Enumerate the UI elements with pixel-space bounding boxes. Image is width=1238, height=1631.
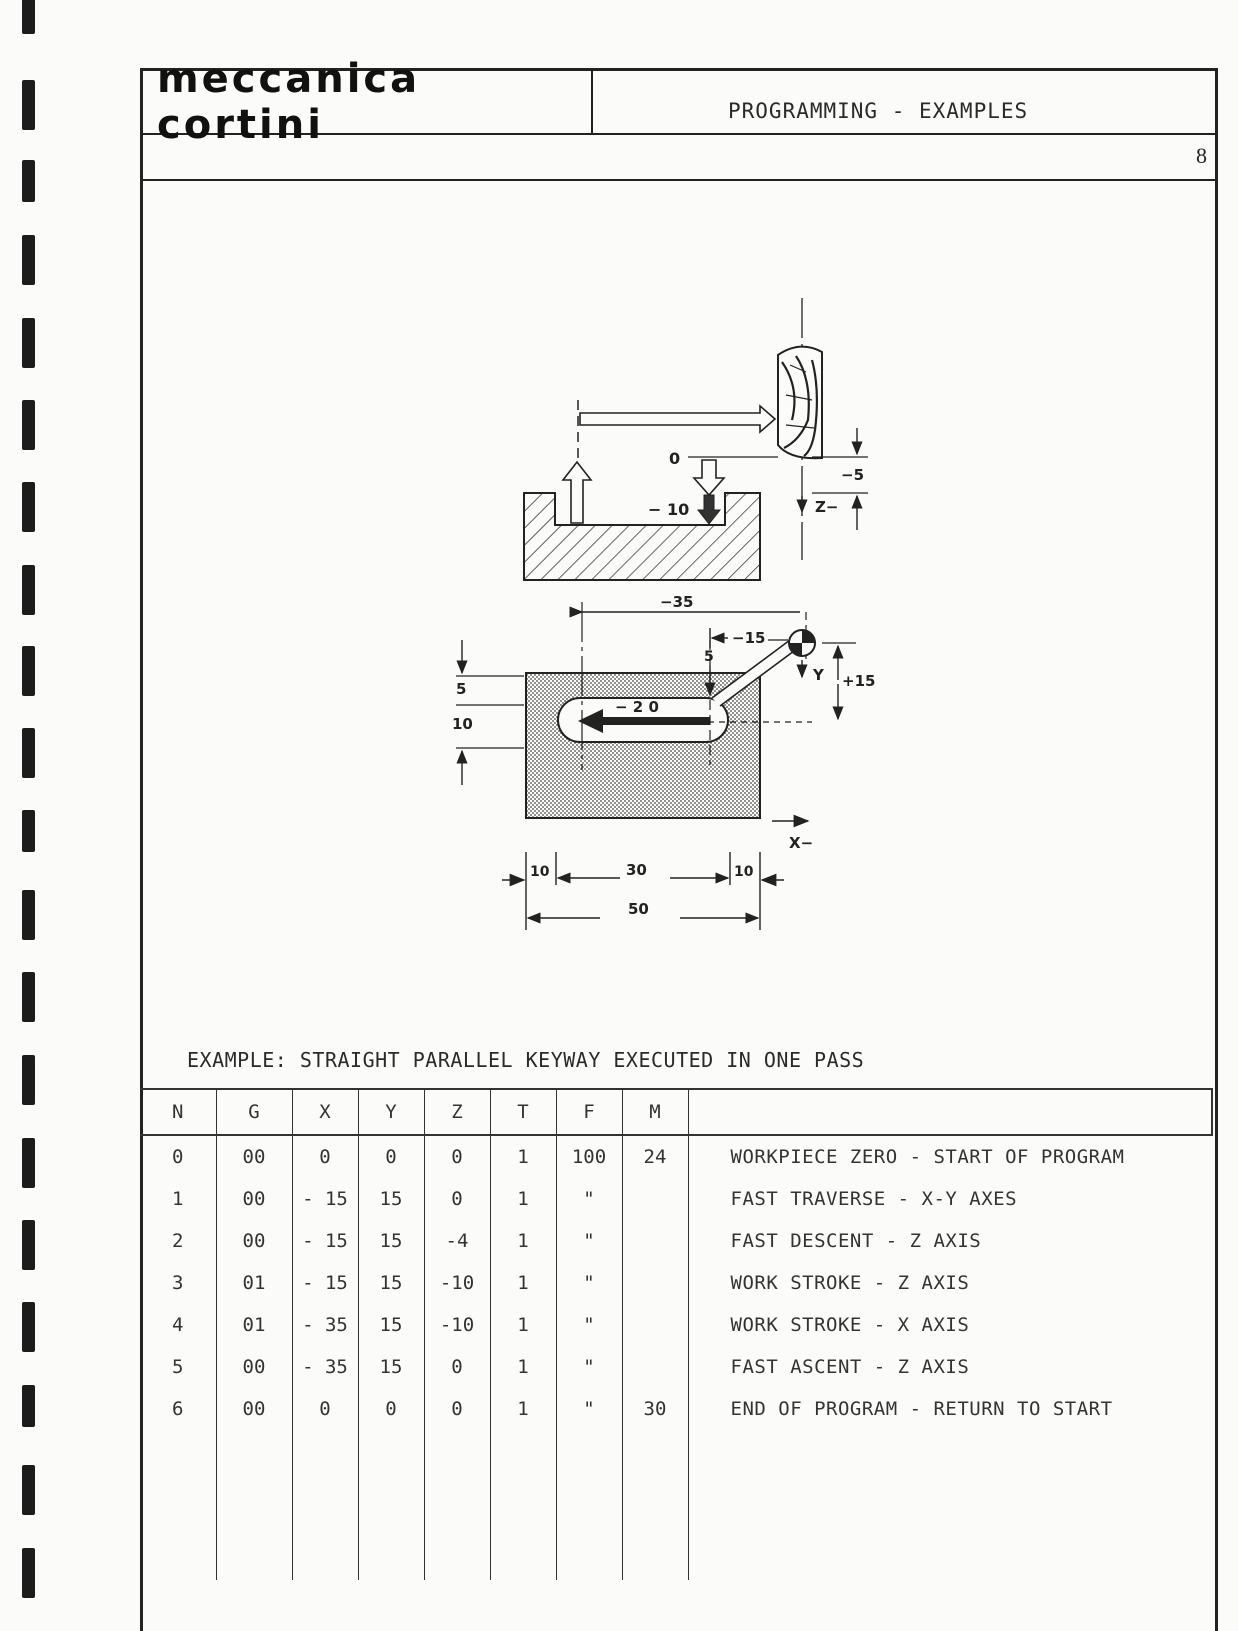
cell-g: 00 [216, 1346, 292, 1388]
cell-x: 0 [292, 1388, 358, 1430]
cell-y: 15 [358, 1220, 424, 1262]
table-row [140, 1178, 1212, 1220]
dim-50-label: 50 [628, 900, 649, 918]
cell-description: WORK STROKE - Z AXIS [688, 1262, 1212, 1304]
x-minus35-label: −35 [660, 593, 694, 611]
cell-t: 1 [490, 1388, 556, 1430]
table-row-empty [140, 1430, 1212, 1580]
page-number: 8 [1196, 143, 1207, 168]
z-minus5-label: −5 [841, 466, 865, 484]
cell-t: 1 [490, 1304, 556, 1346]
cell-description: END OF PROGRAM - RETURN TO START [688, 1388, 1212, 1430]
table-row [140, 1135, 1212, 1178]
y-10-left-label: 10 [452, 715, 473, 733]
dim-10-left-label: 10 [530, 864, 550, 880]
cell-description: WORK STROKE - X AXIS [688, 1304, 1212, 1346]
cell-m [622, 1346, 688, 1388]
side-view [524, 298, 868, 580]
cell-x: - 15 [292, 1178, 358, 1220]
col-header-description [688, 1089, 1212, 1135]
cell-m [622, 1178, 688, 1220]
y-plus15-label: +15 [842, 672, 876, 690]
binder-hole [22, 1385, 35, 1427]
company-logo: meccanica cortini [143, 71, 593, 133]
page-title: PROGRAMMING - EXAMPLES [728, 99, 1029, 123]
cell-g: 00 [216, 1178, 292, 1220]
y-axis-label: Y [813, 666, 824, 684]
cell-f: " [556, 1388, 622, 1430]
binder-hole [22, 1465, 35, 1515]
cell-z: 0 [424, 1135, 490, 1178]
cell-n: 6 [172, 1398, 184, 1420]
binder-hole [22, 1302, 35, 1352]
work-stroke-arrow-icon [698, 495, 720, 524]
traverse-arrow-icon [580, 406, 775, 432]
table-row [140, 1262, 1212, 1304]
cell-m [622, 1262, 688, 1304]
cell-f: " [556, 1262, 622, 1304]
cell-y: 15 [358, 1178, 424, 1220]
cell-z: -10 [424, 1262, 490, 1304]
cell-t: 1 [490, 1178, 556, 1220]
col-header-f: F [556, 1089, 622, 1135]
cell-g: 01 [216, 1262, 292, 1304]
x-axis-label: X− [789, 834, 814, 852]
cell-y: 0 [358, 1135, 424, 1178]
cell-m [622, 1304, 688, 1346]
col-header-t: T [490, 1089, 556, 1135]
cell-description: FAST ASCENT - Z AXIS [688, 1346, 1212, 1388]
col-header-z: Z [424, 1089, 490, 1135]
table-row [140, 1346, 1212, 1388]
table-row [140, 1388, 1212, 1430]
z-minus10-label: − 10 [648, 500, 690, 519]
cell-z: 0 [424, 1388, 490, 1430]
cell-f: " [556, 1220, 622, 1262]
cell-m: 24 [622, 1135, 688, 1178]
col-header-m: M [622, 1089, 688, 1135]
cell-x: - 15 [292, 1262, 358, 1304]
cell-y: 15 [358, 1346, 424, 1388]
cell-z: 0 [424, 1178, 490, 1220]
binder-hole [22, 1548, 35, 1598]
example-caption: EXAMPLE: STRAIGHT PARALLEL KEYWAY EXECUTED IN ONE PASS [187, 1048, 865, 1072]
cell-z: -4 [424, 1220, 490, 1262]
col-header-x: X [292, 1089, 358, 1135]
cell-f: 100 [556, 1135, 622, 1178]
ascent-arrow-icon [563, 462, 591, 523]
cell-n: 3 [172, 1272, 184, 1294]
descent-arrow-icon [694, 460, 724, 495]
binder-hole [22, 1138, 35, 1188]
cell-x: - 35 [292, 1304, 358, 1346]
zero-point-icon [789, 630, 815, 656]
cell-n: 2 [172, 1230, 184, 1252]
cell-y: 15 [358, 1262, 424, 1304]
cell-f: " [556, 1346, 622, 1388]
z-axis-label: Z− [815, 498, 839, 516]
cell-n: 4 [172, 1314, 184, 1336]
cell-g: 00 [216, 1220, 292, 1262]
cell-n: 5 [172, 1356, 184, 1378]
y-5-left-label: 5 [456, 680, 467, 698]
end-mill-icon [778, 347, 822, 459]
x-minus15-label: −15 [732, 629, 766, 647]
cell-y: 15 [358, 1304, 424, 1346]
cell-x: - 35 [292, 1346, 358, 1388]
cell-z: 0 [424, 1346, 490, 1388]
workpiece-section [524, 493, 760, 580]
x-minus20-label: − 2 0 [615, 698, 659, 716]
cell-description: FAST DESCENT - Z AXIS [688, 1220, 1212, 1262]
cell-x: 0 [292, 1135, 358, 1178]
cell-m [622, 1220, 688, 1262]
cell-t: 1 [490, 1262, 556, 1304]
col-header-n: N [140, 1089, 216, 1135]
top-view [452, 593, 875, 930]
cell-m: 30 [622, 1388, 688, 1430]
cell-x: - 15 [292, 1220, 358, 1262]
cell-t: 1 [490, 1346, 556, 1388]
y-5-top-label: 5 [704, 649, 714, 665]
cell-t: 1 [490, 1135, 556, 1178]
table-row [140, 1220, 1212, 1262]
dim-30-label: 30 [626, 861, 647, 879]
cell-y: 0 [358, 1388, 424, 1430]
cell-g: 00 [216, 1135, 292, 1178]
z-zero-label: 0 [669, 449, 681, 468]
binder-hole [22, 1055, 35, 1105]
cell-n: 0 [172, 1146, 184, 1168]
table-header-row [140, 1089, 1212, 1135]
table-row [140, 1304, 1212, 1346]
cell-f: " [556, 1304, 622, 1346]
cell-g: 00 [216, 1388, 292, 1430]
binder-hole [22, 1220, 35, 1270]
cell-t: 1 [490, 1220, 556, 1262]
cell-n: 1 [172, 1188, 184, 1210]
program-table [140, 1088, 1213, 1580]
dim-10-right-label: 10 [734, 864, 754, 880]
cell-g: 01 [216, 1304, 292, 1346]
cell-f: " [556, 1178, 622, 1220]
cell-description: WORKPIECE ZERO - START OF PROGRAM [688, 1135, 1212, 1178]
col-header-y: Y [358, 1089, 424, 1135]
col-header-g: G [216, 1089, 292, 1135]
cell-z: -10 [424, 1304, 490, 1346]
cell-description: FAST TRAVERSE - X-Y AXES [688, 1178, 1212, 1220]
